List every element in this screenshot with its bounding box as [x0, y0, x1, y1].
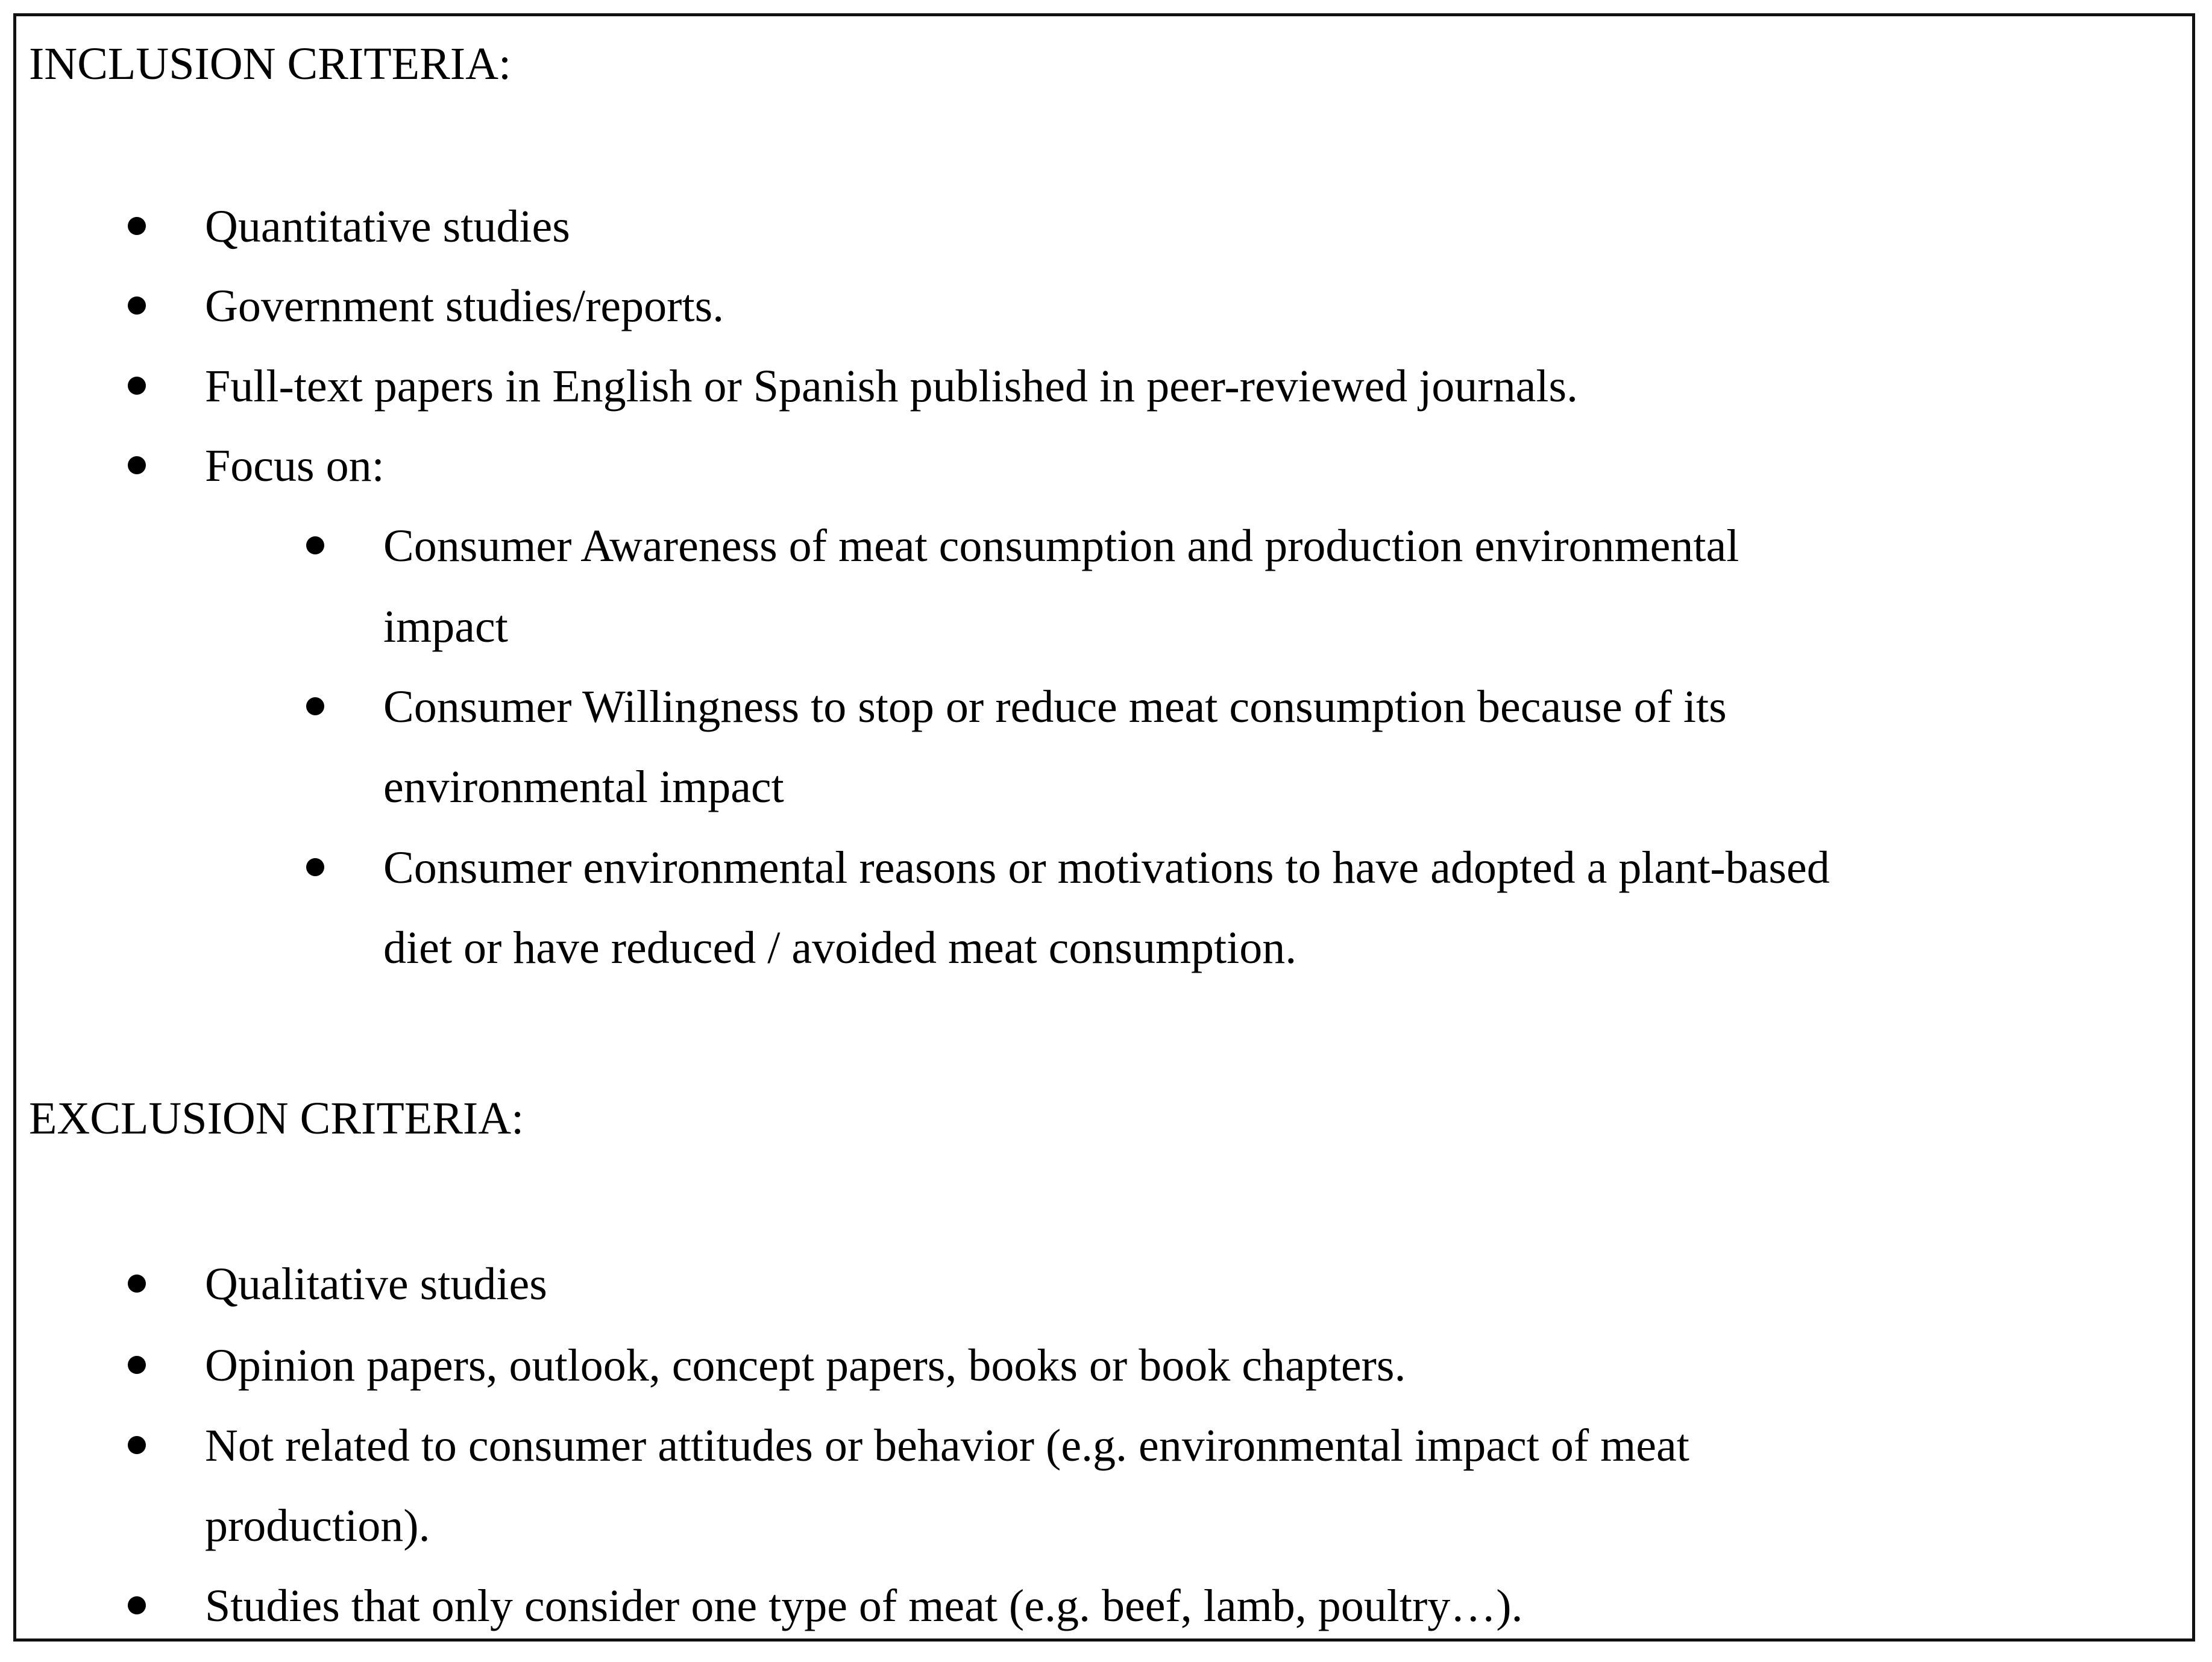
- exclusion-item-not-related-line2: production).: [205, 1501, 430, 1551]
- exclusion-heading: EXCLUSION CRITERIA:: [29, 1093, 524, 1144]
- inclusion-heading: INCLUSION CRITERIA:: [29, 39, 512, 89]
- bullet-icon: [128, 1356, 146, 1374]
- inclusion-item-full-text: Full-text papers in English or Spanish published in peer-reviewed journals.: [205, 361, 1579, 412]
- inclusion-item-focus: Focus on:: [205, 441, 385, 491]
- bullet-icon: [306, 697, 324, 715]
- focus-item-awareness-line1: Consumer Awareness of meat consumption and production environmental: [383, 521, 1739, 571]
- bullet-icon: [128, 377, 146, 395]
- bullet-icon: [306, 536, 324, 554]
- bullet-icon: [128, 296, 146, 315]
- focus-item-reasons-line2: diet or have reduced / avoided meat consumption.: [383, 923, 1297, 973]
- bullet-icon: [306, 858, 324, 876]
- bullet-icon: [128, 1275, 146, 1293]
- bullet-icon: [128, 217, 146, 235]
- bullet-icon: [128, 1436, 146, 1454]
- exclusion-item-one-meat: Studies that only consider one type of meat (e.g. beef, lamb, poultry…).: [205, 1581, 1523, 1631]
- bullet-icon: [128, 456, 146, 474]
- bullet-icon: [128, 1596, 146, 1614]
- focus-item-willingness-line1: Consumer Willingness to stop or reduce meat consumption because of its: [383, 682, 1727, 732]
- focus-item-awareness-line2: impact: [383, 601, 508, 652]
- exclusion-item-not-related-line1: Not related to consumer attitudes or behavior (e.g. environmental impact of meat: [205, 1420, 1689, 1471]
- focus-item-reasons-line1: Consumer environmental reasons or motivations to have adopted a plant-based: [383, 842, 1830, 893]
- exclusion-item-opinion: Opinion papers, outlook, concept papers, books or book chapters.: [205, 1340, 1406, 1391]
- inclusion-item-quantitative: Quantitative studies: [205, 201, 570, 252]
- criteria-box: [13, 13, 2195, 1642]
- exclusion-item-qualitative: Qualitative studies: [205, 1259, 547, 1309]
- inclusion-item-government: Government studies/reports.: [205, 281, 724, 331]
- focus-item-willingness-line2: environmental impact: [383, 762, 784, 812]
